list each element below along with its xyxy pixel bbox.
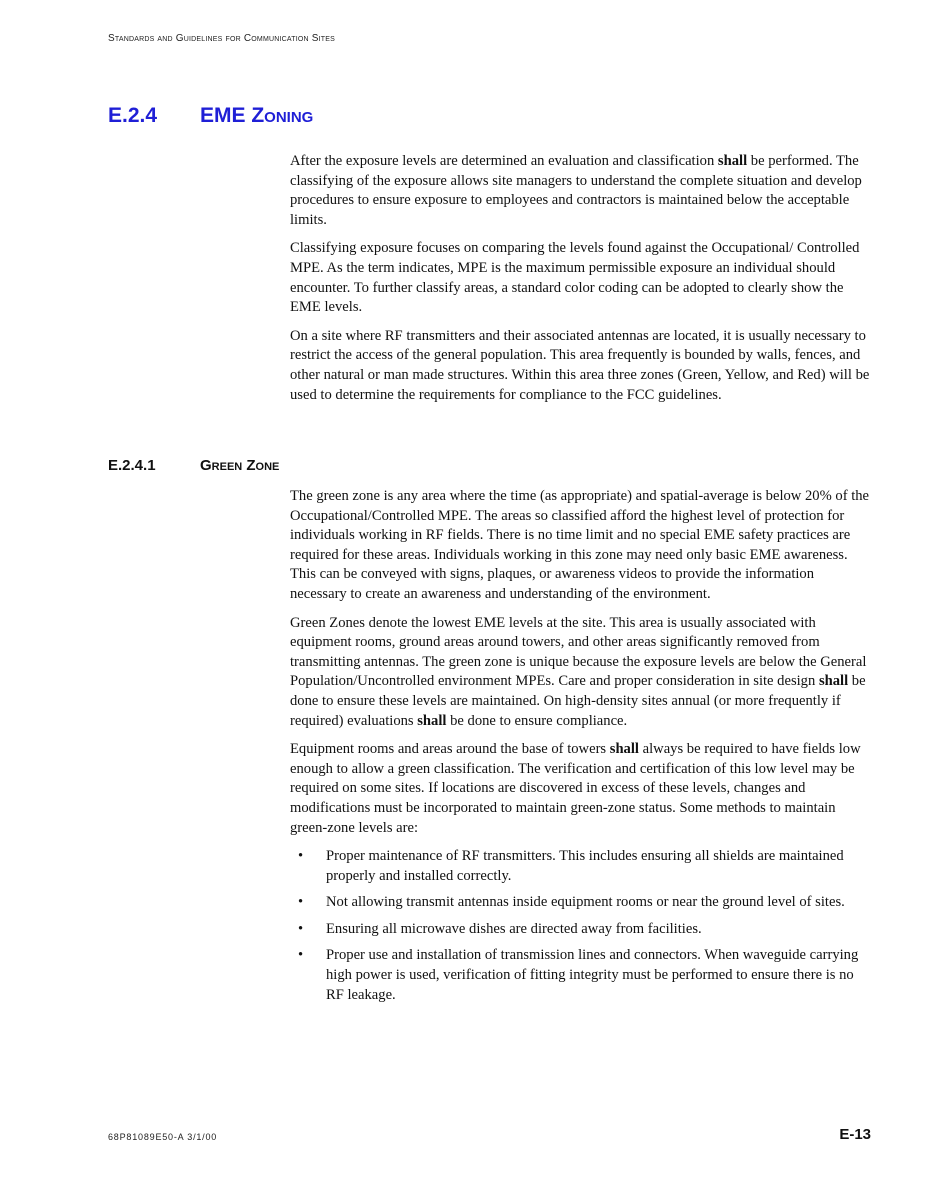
bold-shall: shall <box>717 153 748 169</box>
intro-body <box>290 152 870 414</box>
text-run: be performed. The classifying of the exposure allows site managers to understand the complete situation and develop procedures to ensure exposure to employees and contractors is maintained below the acceptable limits. <box>290 153 862 228</box>
intro-paragraph: On a site where RF transmitters and their associated antennas are located, it is usually necessary to restrict the access of the general population. This area frequently is bounded by walls, fences, and other natural or man made structures. Within this area three zones (Green, Yellow, and Red) will be used to determine the requirements for compliance to the FCC guidelines. <box>290 327 870 403</box>
intro-paragraph: Classifying exposure focuses on comparing the levels found against the Occupational/ Controlled MPE. As the term indicates, MPE is the maximum permissible exposure an individual should encounter. To further classify areas, a standard color coding can be adopted to clearly show the EME levels. <box>290 240 860 316</box>
subsection-number: E.2.4.1 <box>108 457 156 474</box>
text-run: After the exposure levels are determined an evaluation and classification <box>290 153 718 169</box>
list-item-text: Ensuring all microwave dishes are directed away from facilities. <box>326 920 702 937</box>
bullet-icon: • <box>298 947 304 964</box>
list-item-text: Proper use and installation of transmission lines and connectors. When waveguide carrying high power is used, verification of fitting integrity must be performed to ensure there is no RF leakage. <box>326 947 859 1003</box>
green-zone-body <box>290 487 870 1012</box>
list-item <box>290 847 870 886</box>
text-run: be done to ensure these levels are maintained. On high-density sites annual (or more frequently if required) evaluations <box>290 673 866 729</box>
list-item <box>290 946 870 1005</box>
subsection-title: Green Zone <box>200 457 280 474</box>
list-item-text: Not allowing transmit antennas inside equipment rooms or near the ground level of sites. <box>326 894 845 911</box>
bold-shall: shall <box>818 673 849 690</box>
text-run: Equipment rooms and areas around the base of towers <box>290 741 610 758</box>
green-paragraph: The green zone is any area where the time (as appropriate) and spatial-average is below 20% of the Occupational/Controlled MPE. The areas so classified afford the highest level of protection for individuals working in RF fields. There is no time limit and no special EME safety practices are required for these areas. Individuals working in this zone may need only basic EME awareness. This can be conveyed with signs, plaques, or awareness videos to provide the information necessary to create an awareness and understanding of the environment. <box>290 488 870 602</box>
bullet-icon: • <box>298 848 304 865</box>
section-number: E.2.4 <box>108 104 158 127</box>
bullet-icon: • <box>298 920 304 937</box>
text-run: be done to ensure compliance. <box>446 712 628 729</box>
running-header: Standards and Guidelines for Communication Sites <box>108 33 335 44</box>
bold-shall: shall <box>417 712 447 729</box>
green-paragraph <box>290 740 870 838</box>
bold-shall: shall <box>609 741 639 758</box>
section-title: EME Zoning <box>200 104 314 127</box>
document-id: 68P81089E50-A 3/1/00 <box>108 1132 218 1142</box>
section-heading <box>108 104 313 128</box>
list-item-text: Proper maintenance of RF transmitters. This includes ensuring all shields are maintained properly and installed correctly. <box>326 848 844 884</box>
bullet-icon: • <box>298 894 304 911</box>
page-number: E-13 <box>839 1126 871 1143</box>
list-item <box>290 893 870 913</box>
green-paragraph <box>290 614 870 732</box>
list-item <box>290 920 870 940</box>
subsection-heading <box>108 457 279 474</box>
methods-list <box>290 847 870 1005</box>
text-run: always be required to have fields low enough to allow a green classification. The verification and certification of this low level may be required on some sites. If locations are discovered in excess of these levels, changes and modifications must be incorporated to maintain green-zone status. Some methods to maintain green-zone levels are: <box>290 741 861 836</box>
intro-paragraph <box>290 152 870 230</box>
text-run: Green Zones denote the lowest EME levels at the site. This area is usually associated with equipment rooms, ground areas around towers, and other areas significantly removed from transmitting antennas. The green zone is unique because the exposure levels are below the General Population/Uncontrolled environment MPEs. Care and proper consideration in site design <box>290 614 867 690</box>
